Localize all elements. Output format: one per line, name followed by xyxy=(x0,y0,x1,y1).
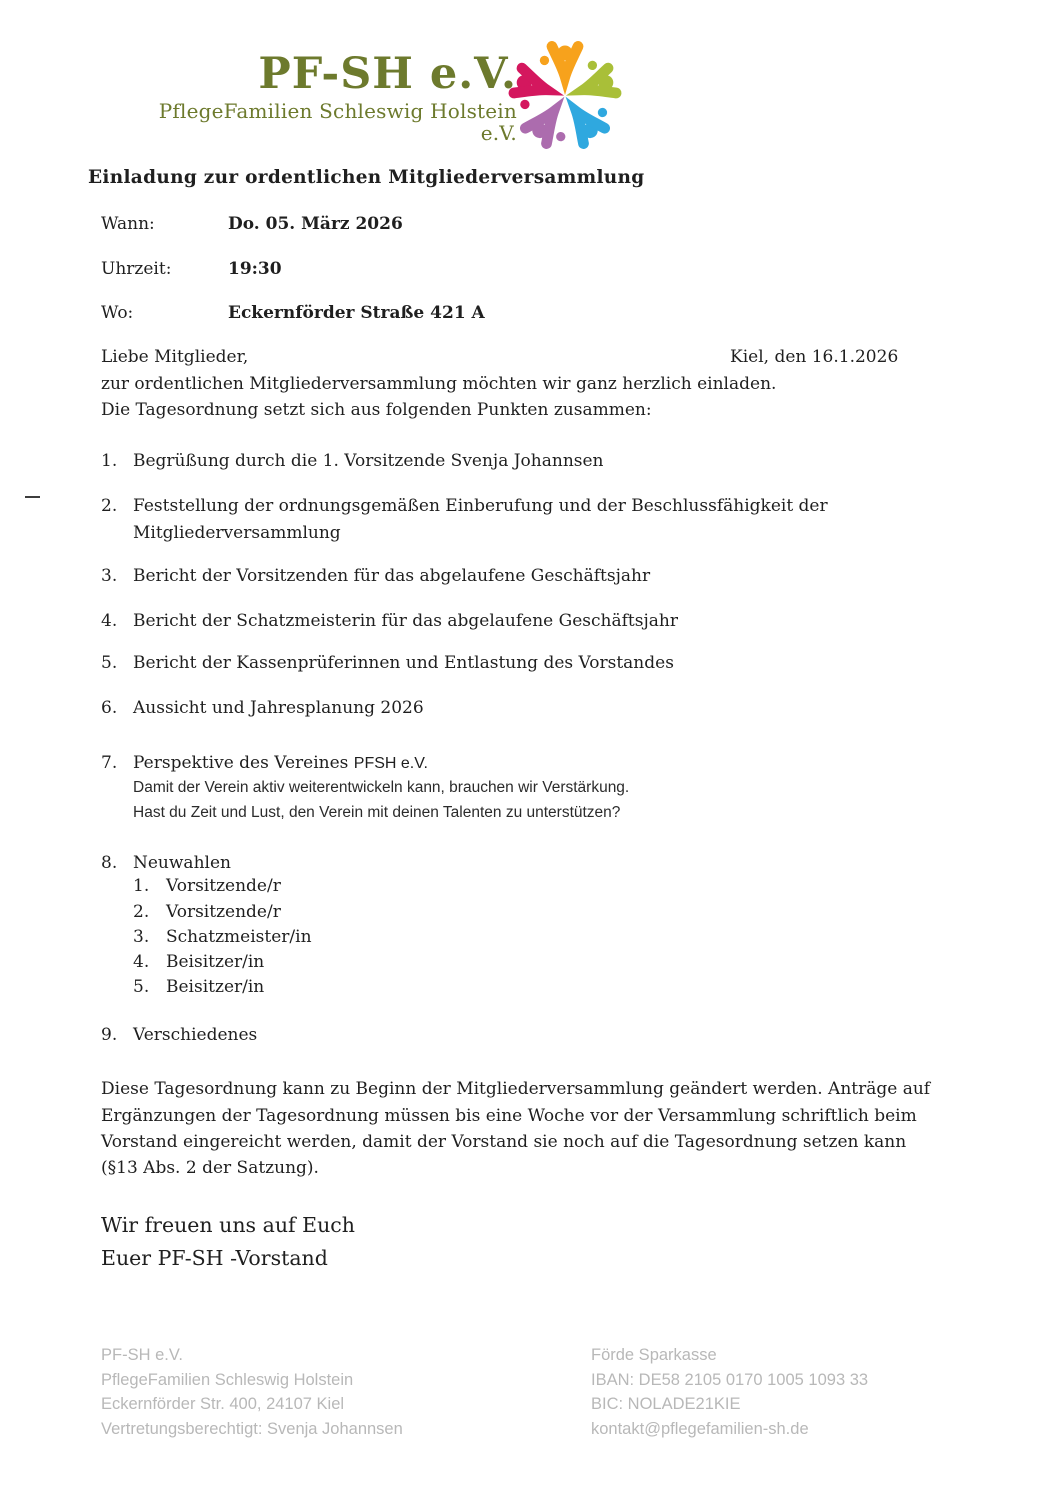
agenda-text: Bericht der Schatzmeisterin für das abgelaufene Geschäftsjahr xyxy=(133,611,678,631)
subitem-number: 4. xyxy=(133,952,150,972)
footer-email: kontakt@pflegefamilien-sh.de xyxy=(591,1419,809,1438)
subitem-number: 2. xyxy=(133,902,150,922)
agenda-number: 3. xyxy=(101,566,118,586)
agenda-number: 7. xyxy=(101,753,118,773)
agenda-subitem-8-2 xyxy=(133,902,281,922)
signoff-line-2: Euer PF-SH -Vorstand xyxy=(101,1246,328,1270)
footer-org-name: PflegeFamilien Schleswig Holstein xyxy=(101,1370,354,1389)
document-title: Einladung zur ordentlichen Mitgliederversammlung xyxy=(88,167,645,188)
agenda-text: Bericht der Vorsitzenden für das abgelaufene Geschäftsjahr xyxy=(133,566,651,586)
agenda-text: Feststellung der ordnungsgemäßen Einberufung und der Beschlussfähigkeit der xyxy=(133,496,828,516)
agenda-item-4 xyxy=(101,608,678,635)
fold-mark xyxy=(25,496,40,498)
footer-org-address: Eckernförder Str. 400, 24107 Kiel xyxy=(101,1395,345,1413)
agenda-note-line-2: Hast du Zeit und Lust, den Verein mit deinen Talenten zu unterstützen? xyxy=(133,804,621,821)
agenda-subitem-8-5 xyxy=(133,977,264,997)
subitem-number: 1. xyxy=(133,876,150,896)
agenda-text: Verschiedenes xyxy=(133,1025,258,1045)
agenda-item-9 xyxy=(101,1022,257,1049)
agenda-text: Perspektive des Vereines xyxy=(133,753,349,773)
closing-paragraph-line-4: (§13 Abs. 2 der Satzung). xyxy=(101,1158,319,1178)
subitem-text: Beisitzer/in xyxy=(166,977,265,997)
subitem-text: Vorsitzende/r xyxy=(166,902,281,922)
salutation: Liebe Mitglieder, xyxy=(101,347,249,367)
meta-row-uhrzeit xyxy=(101,259,282,279)
logo-title: PF-SH e.V. xyxy=(258,49,517,99)
agenda-text: Aussicht und Jahresplanung 2026 xyxy=(133,698,424,718)
meta-label-uhrzeit: Uhrzeit: xyxy=(101,259,172,279)
agenda-number: 5. xyxy=(101,653,118,673)
agenda-number: 1. xyxy=(101,451,118,471)
footer-bank-name: Förde Sparkasse xyxy=(591,1346,717,1364)
agenda-item-5 xyxy=(101,650,674,677)
meta-value-wann: Do. 05. März 2026 xyxy=(228,214,403,234)
closing-paragraph-line-2: Ergänzungen der Tagesordnung müssen bis eine Woche vor der Versammlung schriftlich beim xyxy=(101,1106,917,1126)
meta-row-wann xyxy=(101,214,403,234)
agenda-note-line-1: Damit der Verein aktiv weiterentwickeln kann, brauchen wir Verstärkung. xyxy=(133,779,630,796)
agenda-text: Neuwahlen xyxy=(133,853,231,873)
agenda-number: 2. xyxy=(101,496,118,516)
agenda-text: Bericht der Kassenprüferinnen und Entlastung des Vorstandes xyxy=(133,653,674,673)
meta-value-uhrzeit: 19:30 xyxy=(228,259,282,279)
footer-right-column xyxy=(591,1343,868,1441)
footer-iban: IBAN: DE58 2105 0170 1005 1093 33 xyxy=(591,1370,869,1389)
closing-paragraph-line-1: Diese Tagesordnung kann zu Beginn der Mitgliederversammlung geändert werden. Anträge auf xyxy=(101,1079,931,1099)
agenda-number: 8. xyxy=(101,853,118,873)
agenda-subitem-8-4 xyxy=(133,952,264,972)
intro-line-1: zur ordentlichen Mitgliederversammlung möchten wir ganz herzlich einladen. xyxy=(101,374,777,394)
agenda-text-line-2: Mitgliederversammlung xyxy=(133,523,341,543)
agenda-item-1 xyxy=(101,448,604,475)
agenda-item-3 xyxy=(101,563,650,590)
meta-value-wo: Eckernförder Straße 421 A xyxy=(228,303,485,323)
agenda-number: 6. xyxy=(101,698,118,718)
subitem-text: Schatzmeister/in xyxy=(166,927,312,947)
dateline: Kiel, den 16.1.2026 xyxy=(730,347,899,367)
subitem-text: Beisitzer/in xyxy=(166,952,265,972)
agenda-item-6 xyxy=(101,695,424,722)
agenda-item-8 xyxy=(101,850,231,877)
meta-label-wo: Wo: xyxy=(101,303,134,323)
meta-label-wann: Wann: xyxy=(101,214,155,234)
logo-text-block xyxy=(122,50,517,144)
footer-bic: BIC: NOLADE21KIE xyxy=(591,1395,741,1413)
meta-row-wo xyxy=(101,303,485,323)
agenda-number: 4. xyxy=(101,611,118,631)
subitem-text: Vorsitzende/r xyxy=(166,876,281,896)
agenda-item-2 xyxy=(101,493,828,547)
logo-subtitle: PflegeFamilien Schleswig Holstein e.V. xyxy=(158,99,517,146)
agenda-item-7 xyxy=(101,750,428,777)
footer-org-short: PF-SH e.V. xyxy=(101,1346,183,1364)
intro-line-2: Die Tagesordnung setzt sich aus folgenden Punkten zusammen: xyxy=(101,400,652,420)
agenda-number: 9. xyxy=(101,1025,118,1045)
agenda-subitem-8-1 xyxy=(133,876,281,896)
agenda-text: Begrüßung durch die 1. Vorsitzende Svenja Johannsen xyxy=(133,451,604,471)
footer-org-representative: Vertretungsberechtigt: Svenja Johannsen xyxy=(101,1419,403,1438)
closing-paragraph-line-3: Vorstand eingereicht werden, damit der Vorstand sie noch auf die Tagesordnung setzen kann xyxy=(101,1132,907,1152)
agenda-subitem-8-3 xyxy=(133,927,312,947)
signoff-line-1: Wir freuen uns auf Euch xyxy=(101,1213,355,1237)
footer-left-column xyxy=(101,1343,403,1441)
subitem-number: 5. xyxy=(133,977,150,997)
agenda-text-suffix: PFSH e.V. xyxy=(353,755,428,772)
subitem-number: 3. xyxy=(133,927,150,947)
people-circle-logo-icon xyxy=(506,38,624,154)
